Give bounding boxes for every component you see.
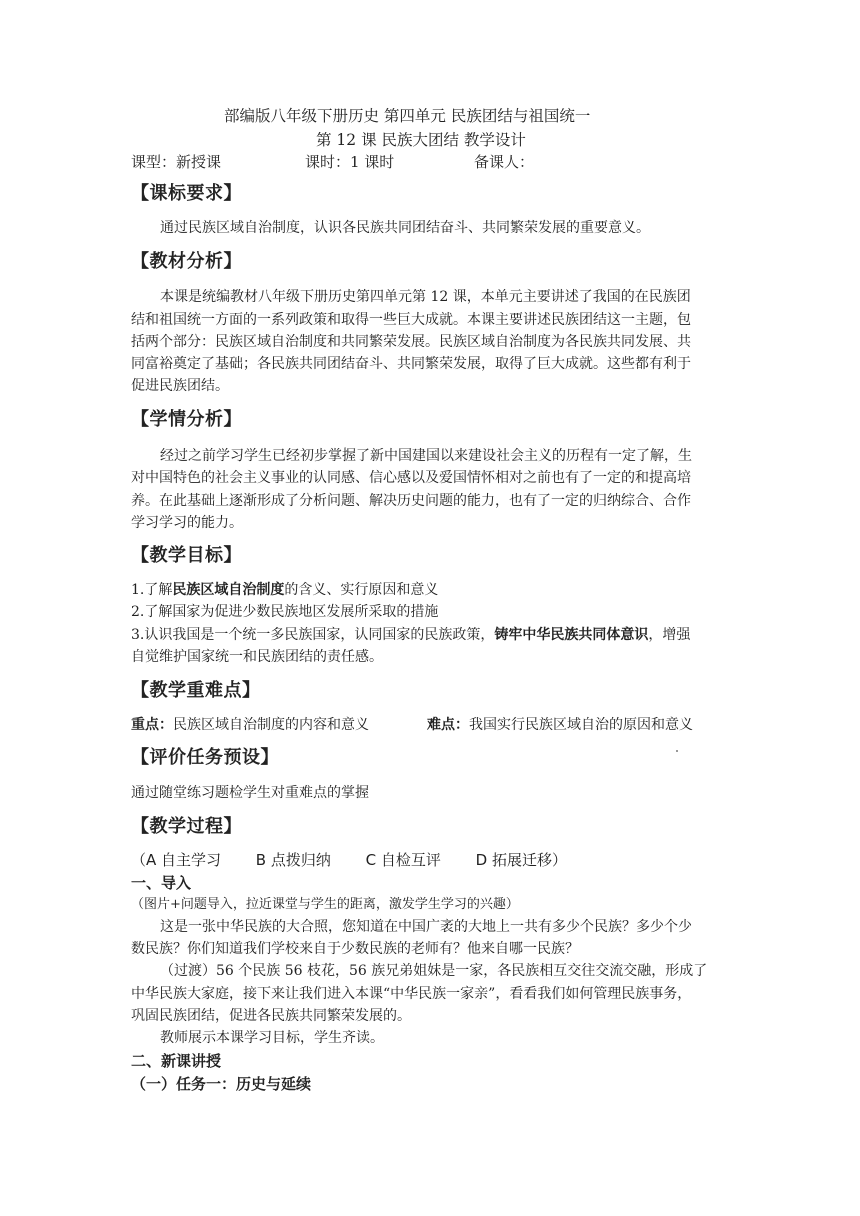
difficult-point xyxy=(427,715,693,735)
meta-hours: 课时：1 课时 xyxy=(305,153,395,171)
material-line-5: 促进民族团结。 xyxy=(131,378,229,394)
section-material: 【教材分析】 xyxy=(131,251,242,272)
part-2-title: 二、新课讲授 xyxy=(131,1052,222,1070)
students-line-4: 学习学习的能力。 xyxy=(131,515,243,531)
goal-3 xyxy=(131,625,690,645)
key-text: 民族区域自治制度的内容和意义 xyxy=(173,717,369,733)
material-line-3: 括两个部分：民族区域自治制度和共同繁荣发展。民族区域自治制度为各民族共同发展、共 xyxy=(131,334,691,350)
meta-preparer: 备课人： xyxy=(474,153,535,171)
part-1-para-1-line-2: 数民族？你们知道我们学校来自于少数民族的老师有？他来自哪一民族？ xyxy=(131,941,579,957)
section-evaluation: 【评价任务预设】 xyxy=(131,747,279,768)
difficult-text: 我国实行民族区域自治的原因和意义 xyxy=(469,717,693,733)
part-1-para-2-line-3: 巩固民族团结，促进各民族共同繁荣发展的。 xyxy=(131,1008,411,1024)
students-line-3: 养。在此基础上逐渐形成了分析问题、解决历史问题的能力，也有了一定的归纳综合、合作 xyxy=(131,493,691,509)
key-label: 重点： xyxy=(131,717,173,733)
material-line-2: 结和祖国统一方面的一系列政策和取得一些巨大成就。本课主要讲述民族团结这一主题，包 xyxy=(131,312,691,328)
stray-dot xyxy=(676,750,678,752)
part-1-title: 一、导入 xyxy=(131,874,192,892)
part-1-para-2-line-2: 中华民族大家庭，接下来让我们进入本课“中华民族一家亲”，看看我们如何管理民族事务， xyxy=(131,986,692,1002)
section-keypoints: 【教学重难点】 xyxy=(131,680,261,701)
students-line-1: 经过之前学习学生已经初步掌握了新中国建国以来建设社会主义的历程有一定了解，生 xyxy=(160,448,692,464)
difficult-label: 难点： xyxy=(427,717,469,733)
goal-1-prefix: 1.了解 xyxy=(131,582,173,598)
part-1-note: （图片+问题导入，拉近课堂与学生的距离，激发学生学习的兴趣） xyxy=(131,897,519,912)
part-1-para-3: 教师展示本课学习目标，学生齐读。 xyxy=(160,1030,384,1046)
meta-lesson-type: 课型：新授课 xyxy=(131,153,222,171)
goal-3-line-2: 自觉维护国家统一和民族团结的责任感。 xyxy=(131,649,383,665)
evaluation-text: 通过随堂练习题检学生对重难点的掌握 xyxy=(131,785,369,801)
document-title: 部编版八年级下册历史 第四单元 民族团结与祖国统一 xyxy=(224,107,591,125)
standard-text: 通过民族区域自治制度，认识各民族共同团结奋斗、共同繁荣发展的重要意义。 xyxy=(160,220,650,236)
process-steps: （A 自主学习 B 点拨归纳 C 自检互评 D 拓展迁移） xyxy=(131,851,567,869)
part-1-para-2-line-1: （过渡）56 个民族 56 枝花，56 族兄弟姐妹是一家，各民族相互交往交流交融，形成了 xyxy=(160,963,708,979)
material-line-4: 同富裕奠定了基础；各民族共同团结奋斗、共同繁荣发展，取得了巨大成就。这些都有利于 xyxy=(131,356,691,372)
key-point xyxy=(131,715,369,735)
goal-1-suffix: 的含义、实行原因和意义 xyxy=(284,582,439,598)
lesson-title: 第 12 课 民族大团结 教学设计 xyxy=(316,131,526,149)
goal-1-emphasis: 民族区域自治制度 xyxy=(172,582,285,598)
part-1-para-1-line-1: 这是一张中华民族的大合照，您知道在中国广袤的大地上一共有多少个民族？多少个少 xyxy=(160,919,692,935)
goal-3-prefix: 3.认识我国是一个统一多民族国家，认同国家的民族政策， xyxy=(131,627,495,643)
students-line-2: 对中国特色的社会主义事业的认同感、信心感以及爱国情怀相对之前也有了一定的和提高培 xyxy=(131,470,691,486)
section-goals: 【教学目标】 xyxy=(131,545,242,566)
section-students: 【学情分析】 xyxy=(131,409,242,430)
section-process: 【教学过程】 xyxy=(131,816,242,837)
goal-1 xyxy=(131,580,438,600)
goal-2: 2.了解国家为促进少数民族地区发展所采取的措施 xyxy=(131,604,439,620)
section-standard: 【课标要求】 xyxy=(131,183,242,204)
goal-3-suffix: ，增强 xyxy=(648,627,691,643)
task-1-title: （一）任务一：历史与延续 xyxy=(131,1075,312,1093)
goal-3-emphasis: 铸牢中华民族共同体意识 xyxy=(494,627,649,643)
material-line-1: 本课是统编教材八年级下册历史第四单元第 12 课，本单元主要讲述了我国的在民族团 xyxy=(160,289,691,305)
